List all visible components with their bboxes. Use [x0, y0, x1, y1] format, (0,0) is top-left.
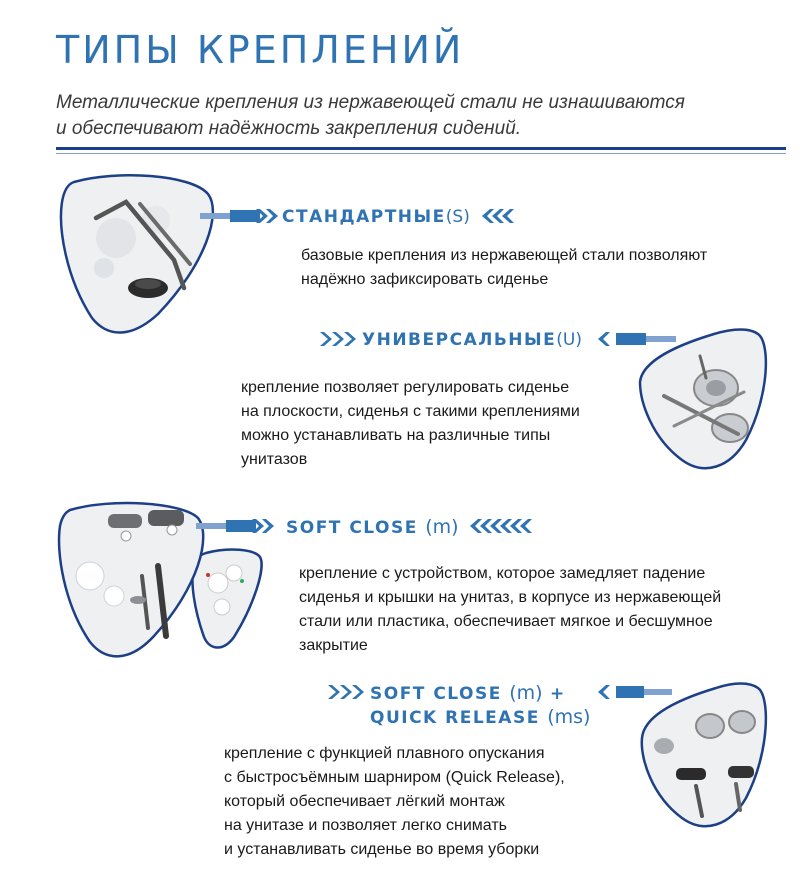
type-name: SOFT CLOSE: [370, 684, 502, 704]
type-name: УНИВЕРСАЛЬНЫЕ: [362, 330, 557, 350]
description-line: крепление позволяет регулировать сиденье: [241, 379, 570, 396]
standard-fixture-photo: [56, 168, 226, 340]
type-code-secondary: (ms): [547, 706, 591, 728]
quick-release-fixture-photo: [636, 676, 776, 836]
type-name-line2: QUICK RELEASE: [370, 708, 540, 728]
description-line: и устанавливать сиденье во время уборки: [224, 841, 540, 858]
chevron-right-icon: [326, 683, 366, 701]
type-name: SOFT CLOSE: [286, 518, 418, 538]
description-line: закрытие: [299, 637, 368, 654]
header-divider-thin: [56, 153, 786, 154]
description-line: сиденья и крышки на унитаз, в корпусе из нержавеющей: [299, 589, 722, 606]
description-line: на унитазе и позволяет легко снимать: [224, 817, 508, 834]
chevron-right-icon: [318, 330, 358, 348]
header-divider: [56, 147, 786, 150]
page-title: ТИПЫ КРЕПЛЕНИЙ: [56, 28, 465, 72]
type-heading-standard: [282, 207, 470, 227]
page-subtitle: [56, 90, 756, 142]
type-heading-soft-close: [286, 516, 459, 538]
description-line: который обеспечивает лёгкий монтаж: [224, 793, 505, 810]
type-description-universal: [241, 376, 580, 472]
arrow-right-icon: [200, 207, 282, 225]
subtitle-line: и обеспечивают надёжность закрепления сидений.: [56, 118, 522, 139]
type-description-soft-close: [299, 562, 721, 658]
description-line: стали или пластика, обеспечивает мягкое и бесшумное: [299, 613, 713, 630]
type-name: СТАНДАРТНЫЕ: [282, 207, 446, 227]
soft-close-fixture-photo: [54, 496, 212, 664]
description-line: на плоскости, сиденья с такими креплениями: [241, 403, 580, 420]
description-line: можно устанавливать на различные типы: [241, 427, 551, 444]
type-code: (m): [509, 682, 543, 704]
plus-sign: +: [550, 684, 566, 704]
description-line: крепление с устройством, которое замедляет падение: [299, 565, 706, 582]
description-line: базовые крепления из нержавеющей стали позволяют: [301, 247, 708, 264]
type-code: (m): [425, 516, 459, 538]
description-line: надёжно зафиксировать сиденье: [301, 271, 549, 288]
description-line: крепление с функцией плавного опускания: [224, 745, 545, 762]
type-description-standard: [301, 244, 707, 292]
universal-fixture-photo: [634, 322, 776, 476]
subtitle-line: Металлические крепления из нержавеющей стали не изнашиваются: [56, 92, 685, 113]
type-description-soft-close-quick-release: [224, 742, 565, 862]
description-line: унитазов: [241, 451, 308, 468]
type-heading-quick-release: [370, 706, 590, 728]
type-heading-universal: [362, 330, 582, 350]
type-heading-soft-close-quick-release: [370, 682, 566, 704]
chevron-left-icon: [480, 207, 520, 225]
arrow-right-icon: [196, 517, 278, 535]
chevron-left-icon: [468, 517, 534, 535]
description-line: с быстросъёмным шарниром (Quick Release),: [224, 769, 565, 786]
type-code: (U): [556, 330, 582, 350]
type-code: (S): [445, 207, 470, 227]
